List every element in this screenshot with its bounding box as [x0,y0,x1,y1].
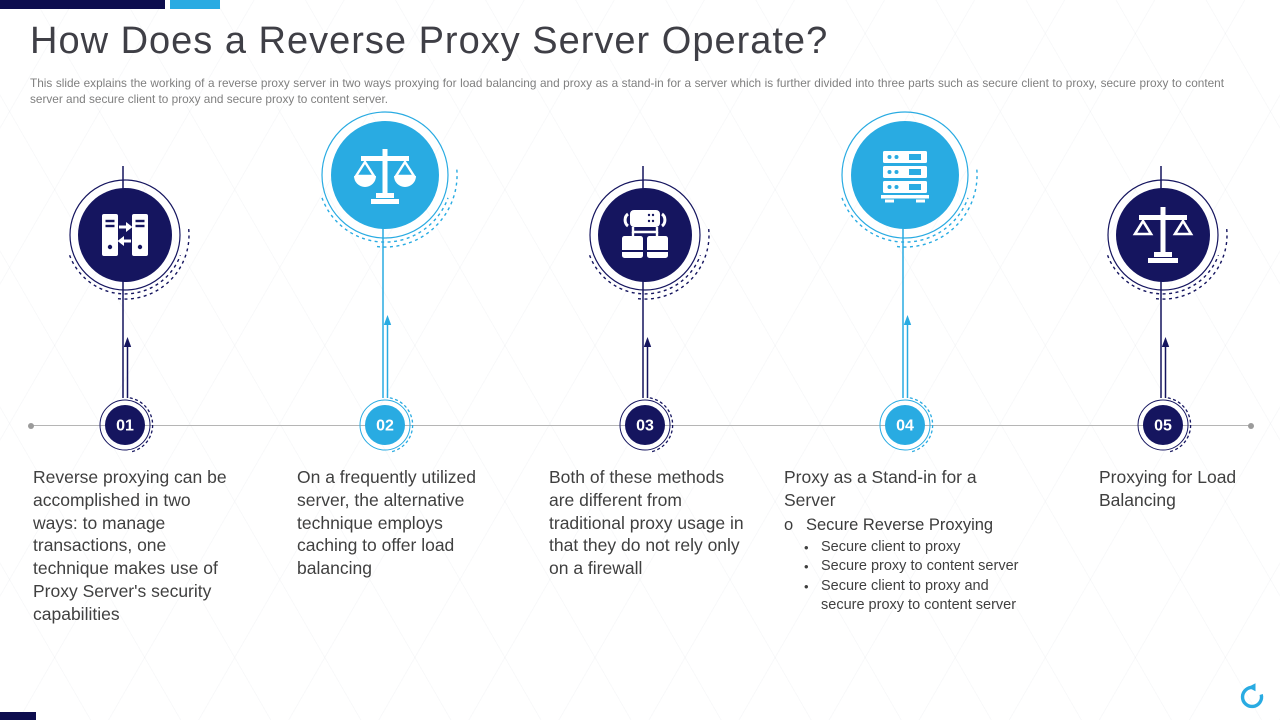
dot-bullet-marker: • [804,578,809,594]
step-number-badge-2 [353,393,417,457]
data-transfer-servers-icon [58,168,192,302]
step-description-2: On a frequently utilized server, the alternative technique employs caching to offer load balancing [297,467,476,578]
step-number-2: 02 [376,417,394,435]
slide-title: How Does a Reverse Proxy Server Operate? [30,20,829,62]
step-description-3: Both of these methods are different from traditional proxy usage in that they do not rely only on a firewall [549,467,744,578]
step-4-subheading-row [784,515,1032,536]
step-number-badge-3 [613,393,677,457]
dot-bullet-marker: • [804,559,809,575]
step-4-subheading: Secure Reverse Proxying [806,515,994,534]
step-description-4 [784,466,1032,616]
step-number-badge-4 [873,393,937,457]
step-number-badge-5 [1131,393,1195,457]
circle-bullet-marker: o [784,515,794,534]
top-accent-bar-navy [0,0,165,9]
step-number-4: 04 [896,417,914,435]
dot-bullet-marker: • [804,539,809,555]
step-4-heading: Proxy as a Stand-in for a Server [784,467,977,510]
top-accent-bar-cyan [170,0,220,9]
step-4-bullet-list [784,538,1032,616]
bullet-text: Secure client to proxy and secure proxy to content server [821,577,1017,614]
list-item [784,538,1032,557]
balance-scale-icon [1096,168,1230,302]
slide-subtitle: This slide explains the working of a reverse proxy server in two ways proxying for load balancing and proxy as a stand-in for a server which is further divided into three parts such as secure client to proxy, secure proxy to content server and secure client to proxy and secure proxy to content server. [30,76,1224,106]
step-number-5: 05 [1154,417,1172,435]
list-item [784,577,1032,616]
refresh-icon [1236,680,1268,712]
step-number-badge-1 [93,393,157,457]
balance-scale-icon [309,99,461,251]
step-number-1: 01 [116,417,134,435]
timeline-end-dot [1248,423,1254,429]
connected-servers-icon [578,168,712,302]
step-description-5: Proxying for Load Balancing [1099,467,1237,510]
footer-accent-bar [0,712,36,720]
bullet-text: Secure client to proxy [821,538,961,555]
step-number-3: 03 [636,417,654,435]
list-item [784,557,1032,576]
timeline-start-dot [28,423,34,429]
bullet-text: Secure proxy to content server [821,558,1019,575]
server-rack-icon [829,99,981,251]
step-description-1: Reverse proxying can be accomplished in two ways: to manage transactions, one technique makes use of Proxy Server's security capabilities [33,467,227,624]
